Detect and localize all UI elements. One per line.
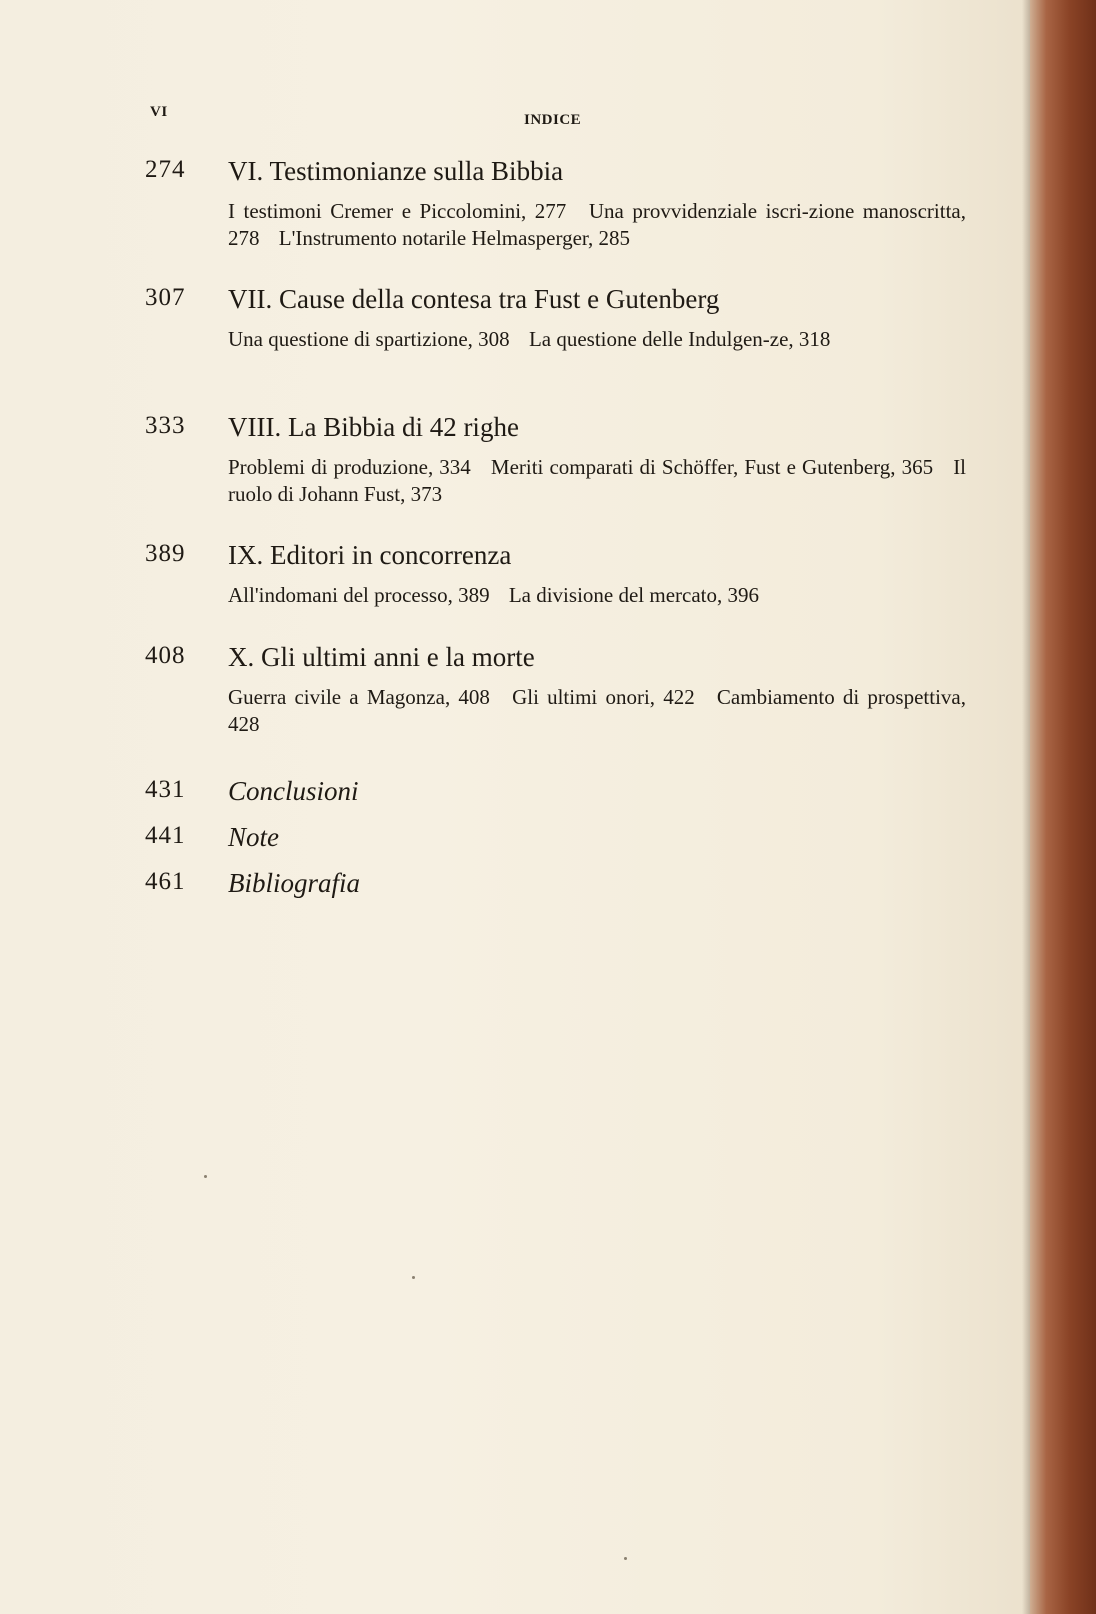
subsection-list	[228, 582, 966, 609]
chapter-title: VIII. La Bibbia di 42 righe	[228, 412, 519, 442]
chapter-title: X. Gli ultimi anni e la morte	[228, 642, 535, 672]
subsection-item: All'indomani del processo, 389	[228, 583, 490, 607]
chapter-title: VII. Cause della contesa tra Fust e Gutenberg	[228, 284, 720, 314]
subsection-item: Cambiamento di prospettiva, 428	[228, 685, 966, 736]
book-cover-edge	[1030, 0, 1096, 1614]
page-folio: VI	[150, 104, 168, 120]
entry-page-number: 441	[145, 822, 186, 849]
subsection-item: Gli ultimi onori, 422	[512, 685, 695, 709]
chapter-title: VI. Testimonianze sulla Bibbia	[228, 156, 564, 186]
subsection-item: La divisione del mercato, 396	[508, 583, 760, 607]
chapter-title: IX. Editori in concorrenza	[228, 540, 512, 570]
subsection-list	[228, 454, 966, 508]
running-head	[0, 104, 1030, 128]
subsection-item: Guerra civile a Magonza, 408	[228, 685, 490, 709]
entry-page-number: 431	[145, 776, 186, 803]
chapter-title: Note	[228, 822, 279, 852]
paper-speck	[204, 1175, 207, 1178]
entry-page-number: 274	[145, 156, 186, 183]
subsection-item: L'Instrumento notarile Helmasperger, 285	[278, 226, 631, 250]
entry-page-number: 333	[145, 412, 186, 439]
subsection-item: Problemi di produzione, 334	[228, 455, 471, 479]
chapter-title: Bibliografia	[228, 868, 361, 898]
subsection-item: La questione delle Indulgen-ze, 318	[528, 327, 831, 351]
entry-page-number: 389	[145, 540, 186, 567]
subsection-list	[228, 198, 966, 252]
entry-page-number: 461	[145, 868, 186, 895]
page-title: INDICE	[524, 112, 582, 128]
subsection-item: Il ruolo di Johann Fust, 373	[228, 455, 967, 506]
entry-page-number: 408	[145, 642, 186, 669]
subsection-item: Una provvidenziale iscri-zione manoscritta, 278	[228, 199, 966, 250]
subsection-list	[228, 684, 966, 738]
subsection-item: Meriti comparati di Schöffer, Fust e Gutenberg, 365	[490, 455, 934, 479]
entry-page-number: 307	[145, 284, 186, 311]
chapter-title: Conclusioni	[228, 776, 359, 806]
subsection-item: Una questione di spartizione, 308	[228, 327, 510, 351]
paper-speck	[624, 1557, 627, 1560]
subsection-list	[228, 326, 966, 353]
paper-speck	[412, 1276, 415, 1279]
subsection-item: I testimoni Cremer e Piccolomini, 277	[228, 199, 567, 223]
